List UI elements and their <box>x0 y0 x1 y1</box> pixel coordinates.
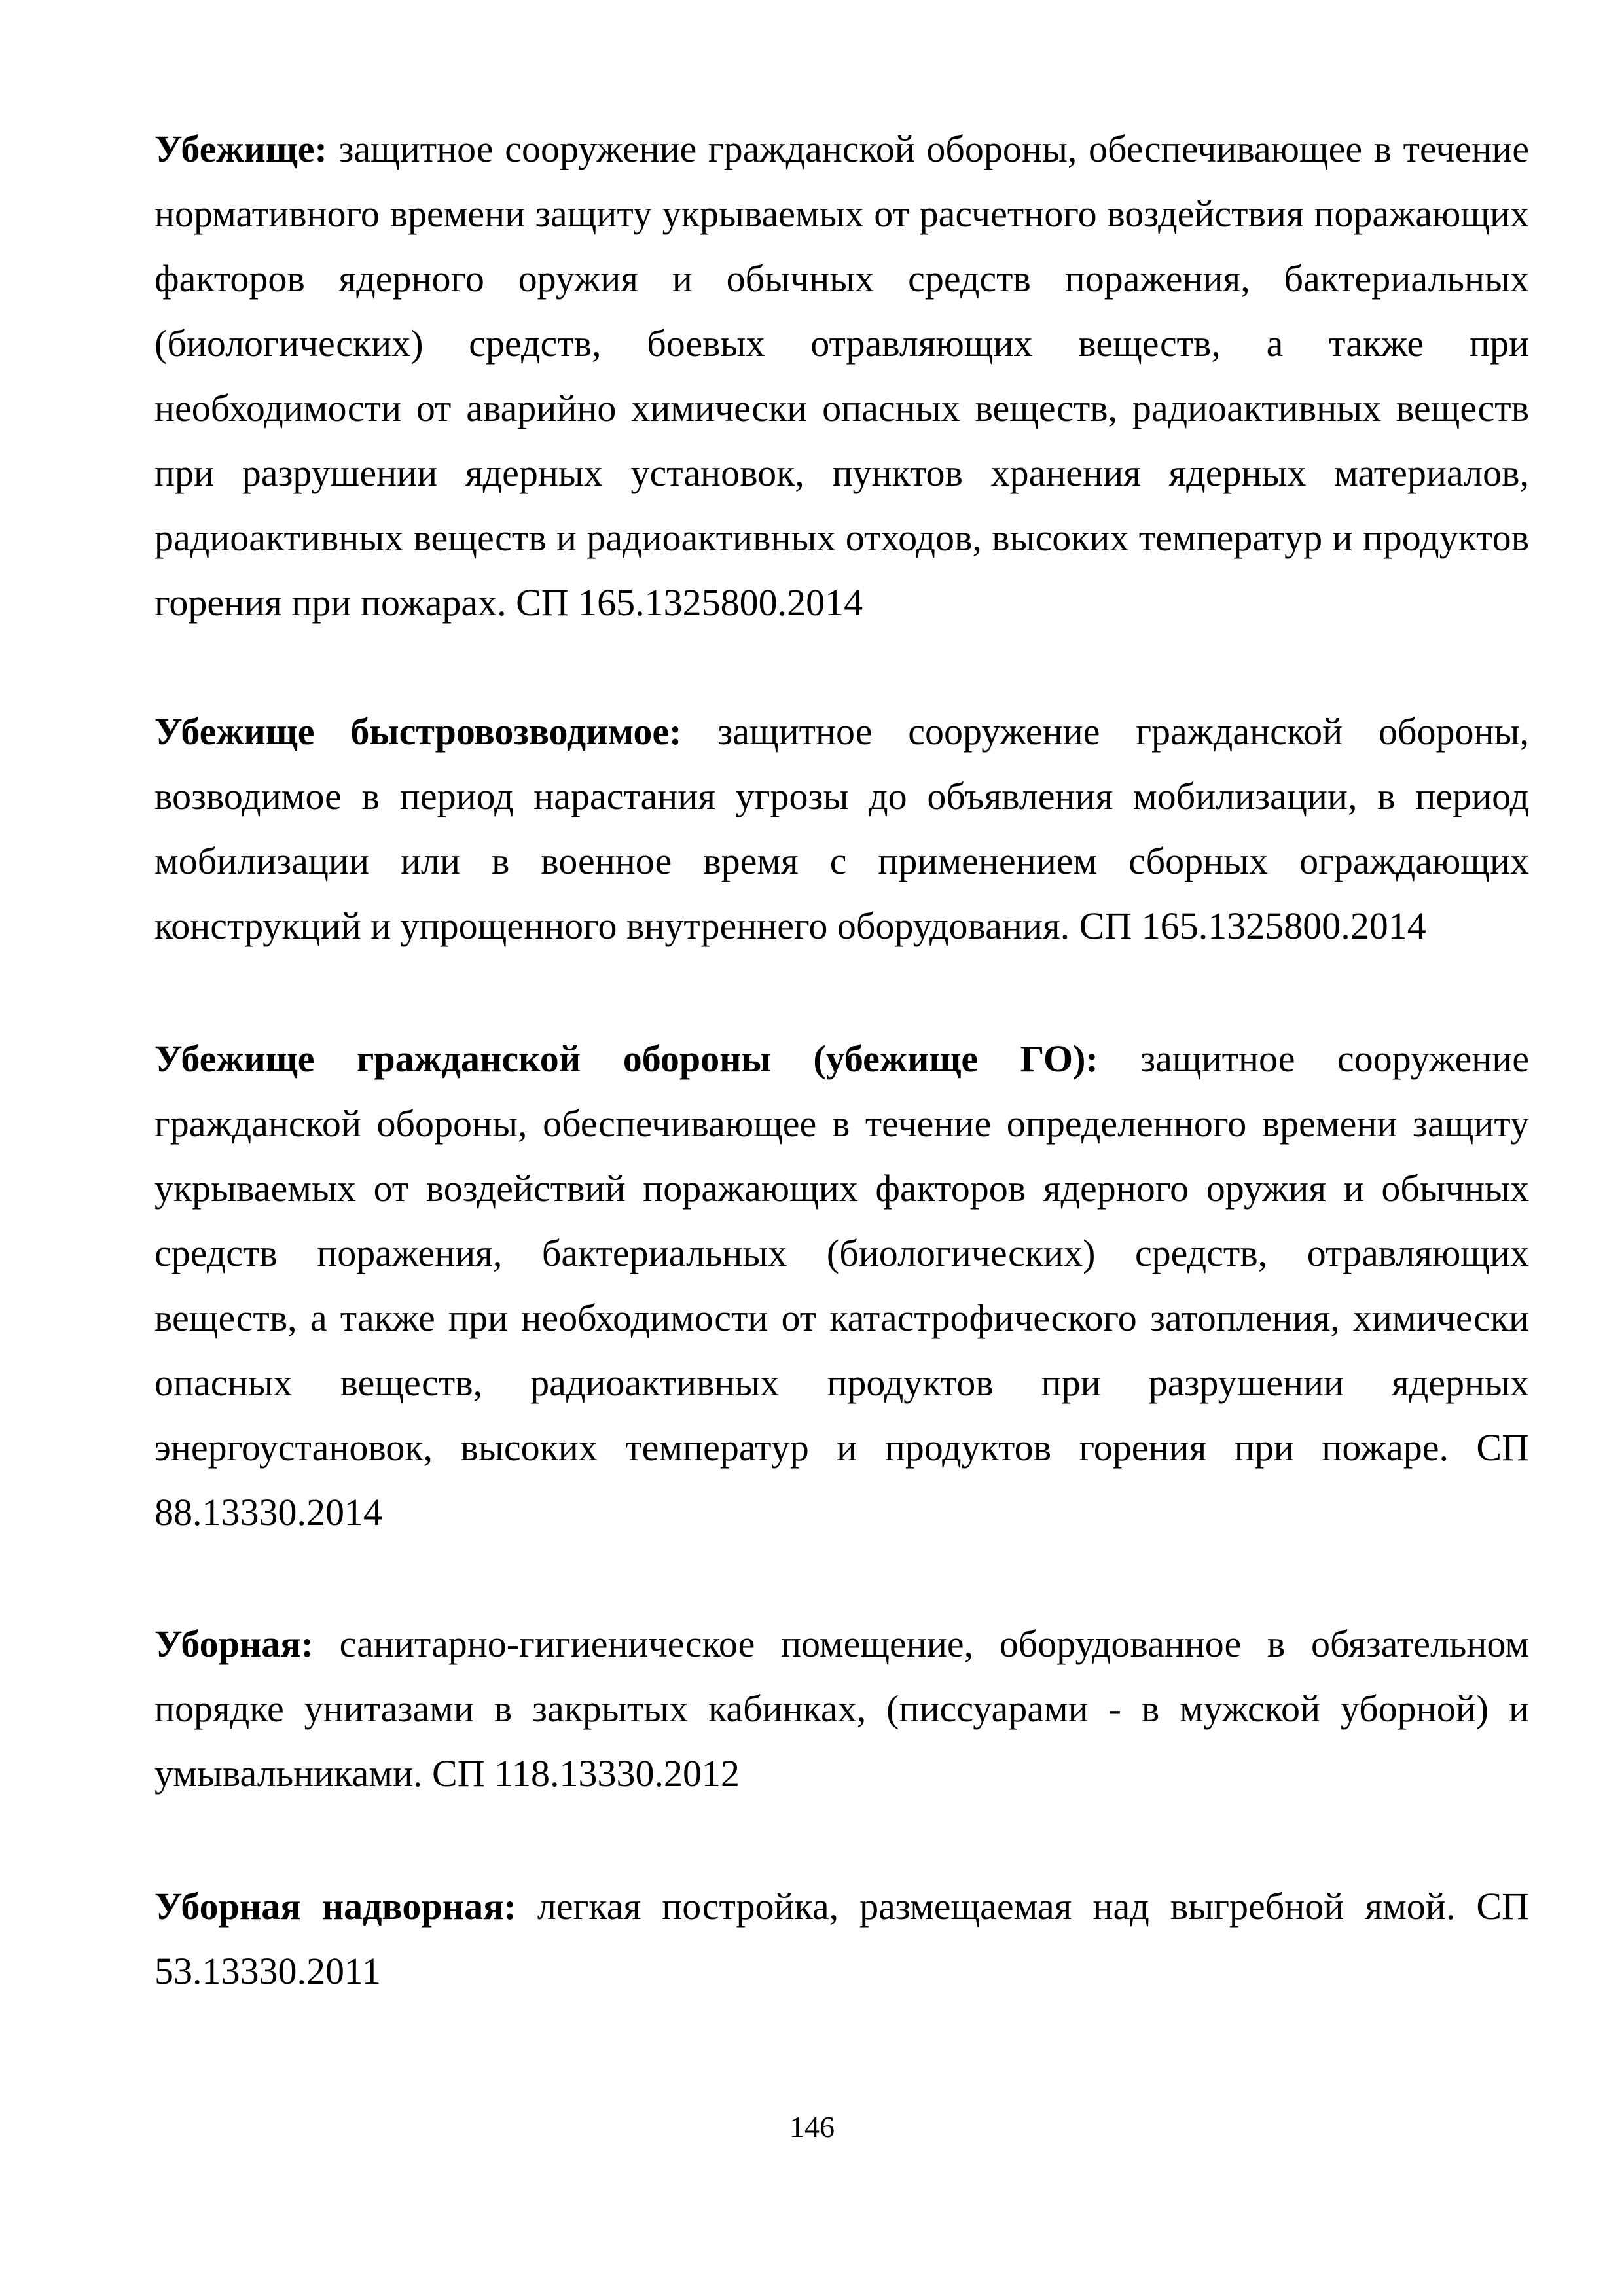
entry-definition: защитное сооружение гражданской обороны, возводимое в период нарастания угрозы до объявления мобилизации, в период мобилизации или в военное время с применением сборных ограждающих конструкций и упрощенного внутреннего оборудования. СП 165.1325800.2014 <box>154 710 1529 947</box>
glossary-content <box>154 117 1529 2072</box>
glossary-entry <box>154 699 1529 958</box>
entry-term: Уборная: <box>154 1623 314 1665</box>
glossary-entry <box>154 117 1529 635</box>
entry-definition: легкая постройка, размещаемая над выгребной ямой. СП 53.13330.2011 <box>154 1885 1530 1992</box>
glossary-entry <box>154 1874 1529 2003</box>
glossary-entry <box>154 1026 1529 1545</box>
entry-term: Убежище: <box>154 128 327 170</box>
glossary-entry <box>154 1611 1529 1806</box>
entry-definition: защитное сооружение гражданской обороны, обеспечивающее в течение определенного времени защиту укрываемых от воздействий поражающих факторов ядерного оружия и обычных средств поражения, бактериальных (биологических) средств, отравляющих веществ, а также при необходимости от катастрофического затопления, химически опасных веществ, радиоактивных продуктов при разрушении ядерных энергоустановок, высоких температур и продуктов горения при пожаре. СП 88.13330.2014 <box>154 1037 1530 1534</box>
entry-definition: санитарно-гигиеническое помещение, оборудованное в обязательном порядке унитазами в закрытых кабинках, (писсуарами - в мужской уборной) и умывальниками. СП 118.13330.2012 <box>154 1623 1529 1795</box>
entry-term: Уборная надворная: <box>154 1885 516 1928</box>
entry-definition: защитное сооружение гражданской обороны, обеспечивающее в течение нормативного времени защиту укрываемых от расчетного воздействия поражающих факторов ядерного оружия и обычных средств поражения, бактериальных (биологических) средств, боевых отравляющих веществ, а также при необходимости от аварийно химически опасных веществ, радиоактивных веществ при разрушении ядерных установок, пунктов хранения ядерных материалов, радиоактивных веществ и радиоактивных отходов, высоких температур и продуктов горения при пожарах. СП 165.1325800.2014 <box>154 128 1529 624</box>
entry-term: Убежище быстровозводимое: <box>154 710 682 753</box>
page-number: 146 <box>789 2110 835 2144</box>
entry-term: Убежище гражданской обороны (убежище ГО): <box>154 1037 1098 1080</box>
